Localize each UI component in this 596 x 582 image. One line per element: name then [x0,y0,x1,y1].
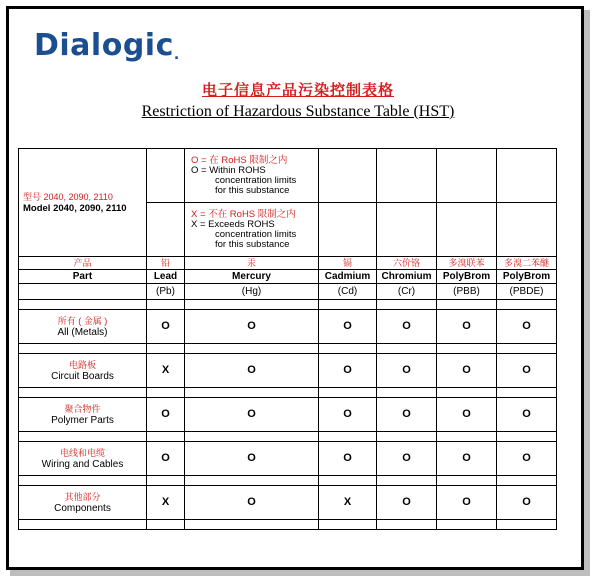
value-cell: O [319,398,377,432]
col-header-en: Lead [147,270,185,284]
value-cell: O [377,398,437,432]
value-cell: O [185,442,319,476]
company-logo: Dialogic. [34,28,180,63]
table-row [19,398,557,432]
header-row-cn [19,257,557,270]
value-cell: X [147,354,185,388]
model-cell [19,149,147,257]
empty-cell [377,203,437,257]
part-name: 电线和电缆 Wiring and Cables [19,442,147,476]
empty-cell [377,149,437,203]
col-header-en: PolyBrom [437,270,497,284]
empty-cell [437,149,497,203]
value-cell: O [185,486,319,520]
col-header-en: Cadmium [319,270,377,284]
hazardous-substance-table [18,148,557,530]
value-cell: O [437,354,497,388]
value-cell: O [377,310,437,344]
value-cell: O [497,354,557,388]
part-name: 所有 ( 金属 ) All (Metals) [19,310,147,344]
col-header-cn: 汞 [185,257,319,270]
col-header-cn: 六价铬 [377,257,437,270]
empty-cell [497,203,557,257]
table-row [19,354,557,388]
value-cell: X [147,486,185,520]
value-cell: O [437,486,497,520]
value-cell: O [147,442,185,476]
spacer-row [19,388,557,398]
value-cell: O [437,442,497,476]
legend-within: O = 在 RoHS 限制之内 O = Within ROHS concentration limits for this substance [185,149,319,203]
value-cell: O [185,398,319,432]
col-header-symbol: (Cr) [377,284,437,300]
col-header-en: Mercury [185,270,319,284]
col-header-symbol: (PBB) [437,284,497,300]
value-cell: O [319,310,377,344]
value-cell: O [437,398,497,432]
value-cell: O [497,442,557,476]
value-cell: O [377,442,437,476]
col-header-cn: 铅 [147,257,185,270]
table-row [19,442,557,476]
empty-cell [147,203,185,257]
title-english: Restriction of Hazardous Substance Table (HST) [141,103,455,120]
value-cell: O [377,354,437,388]
col-header-symbol: (Hg) [185,284,319,300]
spacer-row [19,300,557,310]
model-label-en: Model 2040, 2090, 2110 [23,202,127,214]
value-cell: O [147,310,185,344]
value-cell: O [319,442,377,476]
col-header-cn: 镉 [319,257,377,270]
col-header-symbol: (Cd) [319,284,377,300]
empty-cell [319,149,377,203]
header-row-symbol [19,284,557,300]
value-cell: O [185,354,319,388]
model-label-cn: 型号 2040, 2090, 2110 [23,191,113,202]
spacer-row [19,520,557,530]
value-cell: O [377,486,437,520]
col-header-en: PolyBrom [497,270,557,284]
spacer-row [19,432,557,442]
value-cell: X [319,486,377,520]
empty-cell [497,149,557,203]
spacer-row [19,476,557,486]
empty-cell [319,203,377,257]
title-chinese: 电子信息产品污染控制表格 [201,81,394,99]
value-cell: O [437,310,497,344]
part-name: 电路板 Circuit Boards [19,354,147,388]
col-header-cn: 多溴联苯 [437,257,497,270]
value-cell: O [147,398,185,432]
part-name: 其他部分 Components [19,486,147,520]
spacer-row [19,344,557,354]
value-cell: O [185,310,319,344]
col-header-en: Part [19,270,147,284]
empty-cell [437,203,497,257]
header-row-en [19,270,557,284]
legend-exceeds: X = 不在 RoHS 限制之内 X = Exceeds ROHS concentration limits for this substance [185,203,319,257]
empty-cell [147,149,185,203]
col-header-symbol: (Pb) [147,284,185,300]
table-row [19,310,557,344]
col-header-symbol: (PBDE) [497,284,557,300]
value-cell: O [497,310,557,344]
col-header-symbol [19,284,147,300]
part-name: 聚合物件 Polymer Parts [19,398,147,432]
value-cell: O [497,398,557,432]
value-cell: O [319,354,377,388]
col-header-cn: 多溴二苯醚 [497,257,557,270]
table-row [19,486,557,520]
col-header-cn: 产品 [19,257,147,270]
value-cell: O [497,486,557,520]
col-header-en: Chromium [377,270,437,284]
